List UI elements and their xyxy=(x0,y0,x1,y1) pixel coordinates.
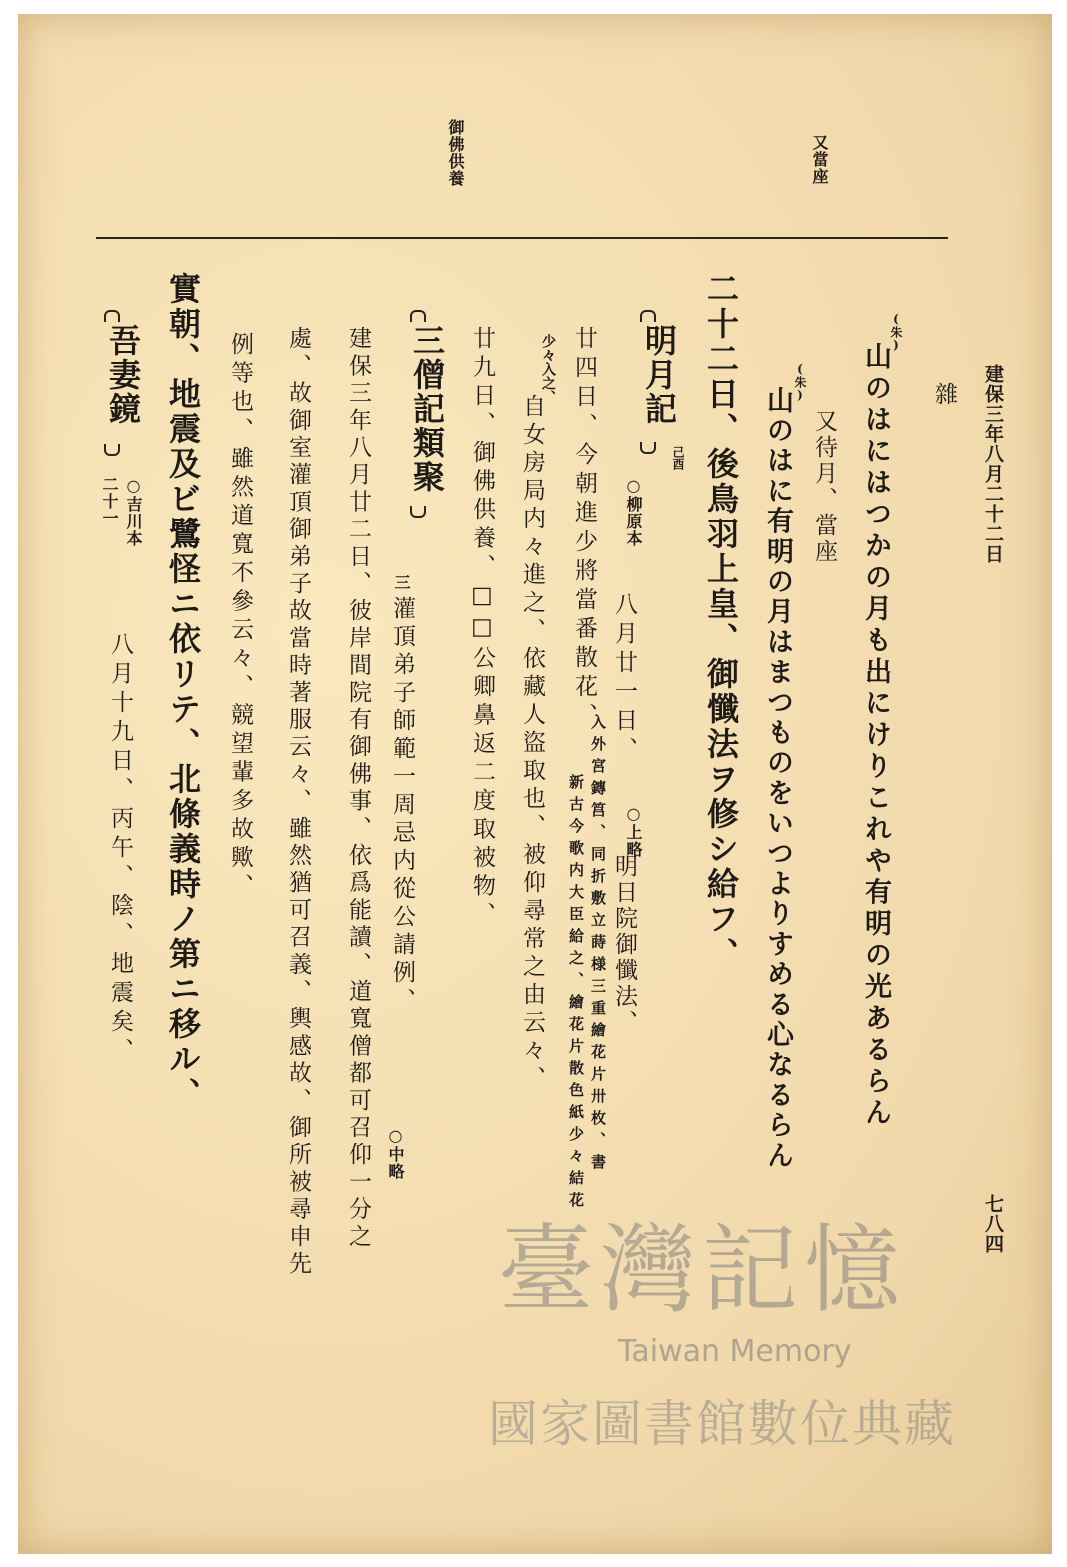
bracket-top xyxy=(410,310,426,322)
column-note: (朱) xyxy=(793,362,807,402)
record-text: 例等也、雖然道寬不參云々、競望輩多故歟、 xyxy=(227,332,253,902)
record-small-a: 入外宮鏄筥、同折敷立蒔様三重繪花片卅枚、書 xyxy=(589,714,607,1176)
record-small-b: 新古今歌内大臣給之、繪花片散色紙少々結花 xyxy=(567,774,585,1214)
source-note: ○柳原本 xyxy=(624,476,643,547)
top-note-1: 又當座 xyxy=(810,134,829,185)
column-category: 雜 xyxy=(931,382,957,406)
watermark-en: Taiwan Memory xyxy=(618,1334,852,1369)
watermark xyxy=(488,1194,998,1454)
date-note: 己酉 xyxy=(671,446,685,470)
source-title: 吾妻鏡 xyxy=(104,324,142,426)
record-note: ○中略 xyxy=(386,1126,405,1180)
source-title: 三僧記類聚 xyxy=(408,324,446,494)
book-page xyxy=(18,14,1052,1554)
record-text: 處、故御室灌頂御弟子故當時著服云々、雖然猶可召義、輿感故、御所被尋申先 xyxy=(285,326,311,1278)
entry-heading-2: 實朝、地震及ビ鷺怪ニ依リテ、北條義時ノ第ニ移ル、 xyxy=(164,272,202,1112)
entry-heading-1: 二十二日、後鳥羽上皇、御懺法ヲ修シ給フ、 xyxy=(702,272,740,972)
bracket-top xyxy=(640,310,656,322)
record-text: 建保三年八月廿二日、彼岸間院有御佛事、依爲能讀、道寬僧都可召仰一分之 xyxy=(345,326,371,1251)
record-text: 灌頂弟子師範一周忌内從公請例、 xyxy=(389,596,415,1016)
bracket-bottom xyxy=(640,442,656,454)
column-heading: 又待月、當座 xyxy=(811,409,837,565)
record-small: 少々入之、 xyxy=(540,334,556,404)
page-number: 七八四 xyxy=(982,1194,1004,1254)
top-note-2: 御佛供養 xyxy=(446,119,465,187)
record-text: 八月廿一日、 xyxy=(611,592,637,766)
source-note: 二十一 xyxy=(100,476,119,527)
record-note: ○上略 xyxy=(624,804,643,858)
bracket-top xyxy=(104,310,120,322)
running-title: 建保三年八月二十二日 xyxy=(982,364,1004,564)
source-note: ○吉川本 xyxy=(124,476,143,547)
source-title: 明月記 xyxy=(640,324,678,426)
record-text: 廿九日、御佛供養、□□公卿鼻返二度取被物、 xyxy=(469,326,495,931)
watermark-library: 國家圖書館數位典藏 xyxy=(488,1395,956,1453)
record-text: 自女房局内々進之、依藏人盜取也、被仰尋常之由云々、 xyxy=(519,394,545,1094)
poem-line-2: 山のはに有明の月はまつものをいつよりすめる心なるらん xyxy=(762,386,793,1172)
column-note: (朱) xyxy=(889,312,903,352)
record-text: 明日院御懺法、 xyxy=(611,854,637,1036)
bracket-bottom xyxy=(104,444,120,456)
watermark-zh: 臺灣記憶 xyxy=(498,1214,906,1326)
poem-line-1: 山のはにはつかの月も出にけりこれや有明の光あるらん xyxy=(860,342,891,1130)
source-number: 三 xyxy=(392,574,411,591)
header-rule xyxy=(96,237,948,239)
record-text: 八月十九日、丙午、陰、地震矣、 xyxy=(107,632,133,1067)
bracket-bottom xyxy=(410,506,426,518)
record-text: 廿四日、今朝進少將當番散花、 xyxy=(571,326,597,732)
